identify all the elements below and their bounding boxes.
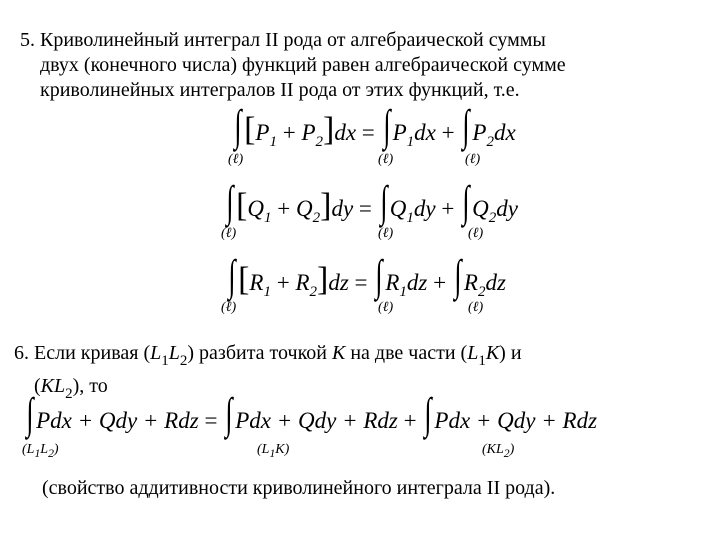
integral-sign: ∫ xyxy=(424,389,432,438)
formula-p-sum: $\int[P_1 + P_2]dx$ = ∫ $P_1dx$ + ∫ $P_2dx$ xyxy=(234,101,516,150)
formula-additivity-limit-2: $(L_1K)$ xyxy=(257,442,290,460)
integral-sign: ∫ xyxy=(462,177,470,226)
formula-additivity: ∫ Pdx + Qdy + Rdz = ∫ Pdx + Qdy + Rdz + ∫ Pdx + Qdy + Rdz xyxy=(26,389,598,438)
integral-sign: ∫ xyxy=(454,251,462,300)
formula-additivity-limit-1: $(L_1L_2)$ xyxy=(22,442,59,460)
formula-p-limit-3: (ℓ) xyxy=(465,152,481,167)
formula-additivity-limit-3: $(KL_2)$ xyxy=(482,442,515,460)
item-6-line-2: $(KL_2)$, то xyxy=(34,375,108,402)
formula-r-limit-3: (ℓ) xyxy=(468,300,484,315)
integral-sign: ∫ xyxy=(375,251,383,300)
formula-r-limit-2: (ℓ) xyxy=(378,300,394,315)
formula-q-limit-2: (ℓ) xyxy=(378,226,394,241)
integral-sign: ∫ xyxy=(234,101,242,150)
additivity-note: (свойство аддитивности криволинейного интеграла II рода). xyxy=(42,477,556,499)
formula-r-sum: $\int[R_1 + R_2]dz$ = ∫ $R_1dz$ + ∫ $R_2dz$ xyxy=(228,251,506,300)
item-5-line-3: криволинейных интегралов II рода от этих функций, т.е. xyxy=(40,79,520,101)
formula-p-limit-2: (ℓ) xyxy=(378,152,394,167)
item-5-text xyxy=(20,28,710,103)
formula-p-limit-1: (ℓ) xyxy=(228,152,244,167)
integral-sign: ∫ xyxy=(225,389,233,438)
integral-sign: ∫ xyxy=(228,251,236,300)
item-5-line-1: 5. Криволинейный интеграл II рода от алгебраической суммы xyxy=(20,29,546,51)
formula-q-sum: $\int[Q_1 + Q_2]dy$ = ∫ $Q_1dy$ + ∫ $Q_2dy$ xyxy=(226,177,518,226)
formula-r-limit-1: (ℓ) xyxy=(221,300,237,315)
integral-sign: ∫ xyxy=(380,177,388,226)
item-5-line-2: двух (конечного числа) функций равен алгебраической сумме xyxy=(40,54,566,76)
integral-sign: ∫ xyxy=(382,101,391,150)
formula-q-limit-1: (ℓ) xyxy=(221,226,237,241)
integral-sign: ∫ xyxy=(462,101,471,150)
formula-q-limit-3: (ℓ) xyxy=(468,226,484,241)
integral-sign: ∫ xyxy=(26,389,34,438)
item-6-line-1: 6. Если кривая $(L_1L_2)$ разбита точкой K на две части $(L_1K)$ и xyxy=(14,342,522,369)
integral-sign: ∫ xyxy=(226,177,234,226)
